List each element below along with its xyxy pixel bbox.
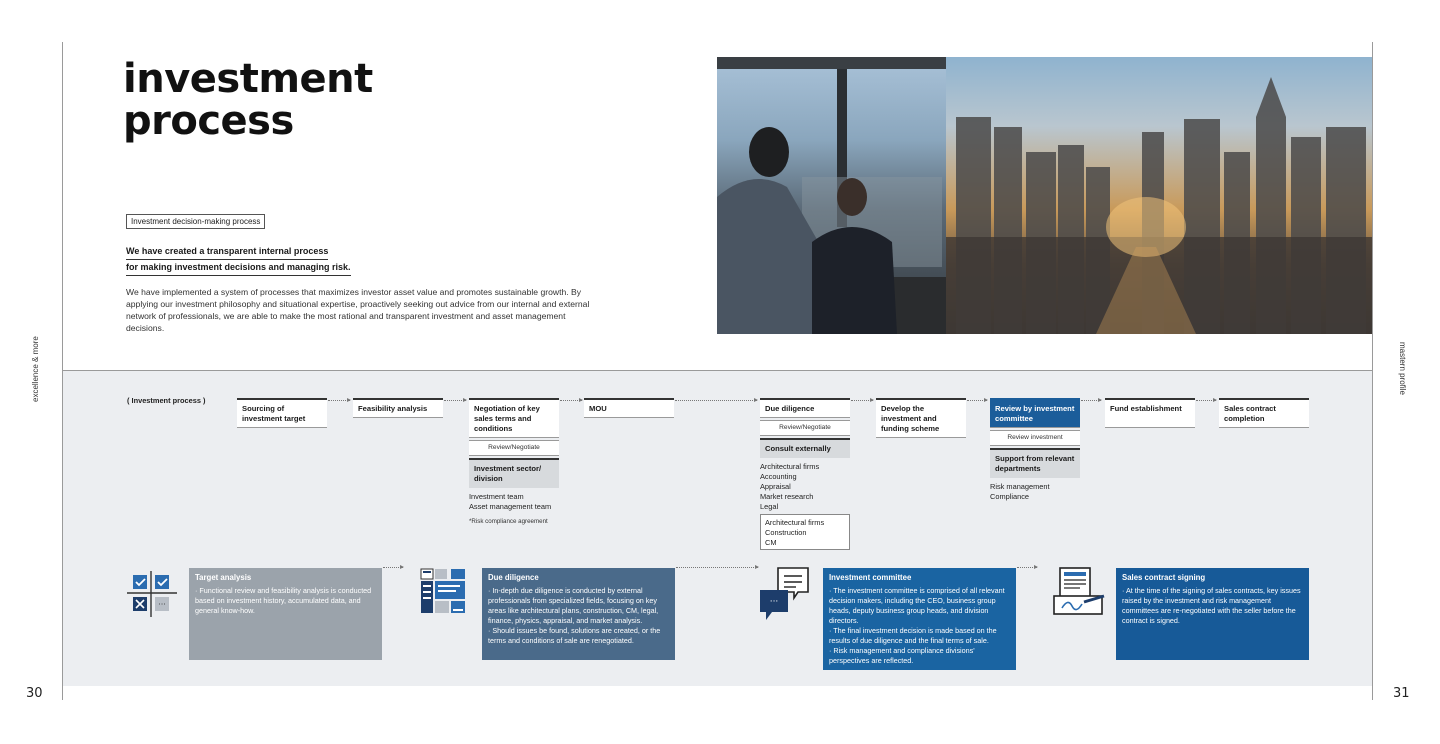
arrow bbox=[383, 567, 403, 568]
list-item: Accounting bbox=[760, 472, 797, 481]
step-negotiation: Negotiation of key sales terms and conditions bbox=[469, 398, 559, 438]
process-label: ( Investment process ) bbox=[127, 396, 206, 405]
sub-review-negotiate: Review/Negotiate bbox=[760, 420, 850, 436]
card-title: Sales contract signing bbox=[1122, 573, 1206, 582]
card-line: · The final investment decision is made based on the results of due diligence and the final terms of sale. bbox=[829, 626, 997, 645]
lead-text bbox=[126, 244, 351, 276]
list-item: Construction bbox=[765, 528, 807, 537]
arrow bbox=[328, 400, 350, 401]
checklist-grid-icon bbox=[127, 571, 177, 617]
card-line: · At the time of the signing of sales contracts, key issues raised by the investment and risk management committees are re-negotiated with the seller before the contract is signed. bbox=[1122, 586, 1301, 625]
card-line: · Functional review and feasibility analysis is conducted based on investment history, accumulated data, and general know-how. bbox=[195, 586, 372, 615]
arrow bbox=[675, 400, 757, 401]
step-committee-review: Review by investment committee bbox=[990, 398, 1080, 428]
page-number-left: 30 bbox=[26, 686, 43, 701]
list-item: Risk management bbox=[990, 482, 1050, 491]
card-line: · Risk management and compliance divisions' perspectives are reflected. bbox=[829, 646, 975, 665]
list-item: Legal bbox=[760, 502, 779, 511]
meeting-photo bbox=[717, 57, 946, 334]
card-line: · In-depth due diligence is conducted by external professionals from specialized fields, focusing on key areas like architectural plans, construction, CM, legal, finance, physics, appraisal, and market analysis. bbox=[488, 586, 659, 625]
card-due-diligence bbox=[482, 568, 675, 660]
card-investment-committee bbox=[823, 568, 1016, 670]
list-item: Architectural firms bbox=[760, 462, 820, 471]
intro-body: We have implemented a system of processes that maximizes investor asset value and promotes sustainable growth. By applying our investment philosophy and situational expertise, proactively seeking out advice from our internal and external network of professionals, we are able to make the most rational and transparent investment and asset management decisions. bbox=[126, 287, 590, 333]
arrow bbox=[676, 567, 758, 568]
contract-signing-icon bbox=[1052, 566, 1106, 618]
card-sales-contract-signing bbox=[1116, 568, 1309, 660]
svg-text:···: ··· bbox=[158, 600, 166, 609]
svg-text:···: ··· bbox=[769, 597, 779, 607]
list-item: Asset management team bbox=[469, 502, 552, 511]
card-title: Due diligence bbox=[488, 573, 539, 582]
right-page-rule bbox=[1372, 42, 1373, 700]
list-item: Appraisal bbox=[760, 482, 791, 491]
arrow bbox=[967, 400, 987, 401]
list-item: Architectural firms bbox=[765, 518, 825, 527]
sub-review-investment: Review investment bbox=[990, 430, 1080, 446]
risk-compliance-note: *Risk compliance agreement bbox=[469, 518, 548, 525]
arrow bbox=[444, 400, 466, 401]
list-external-consultants bbox=[760, 462, 819, 512]
lead-line-1: We have created a transparent internal process bbox=[126, 244, 328, 260]
sub-review-negotiate: Review/Negotiate bbox=[469, 440, 559, 456]
list-support-teams bbox=[990, 482, 1050, 502]
title-line-1: investment bbox=[123, 56, 373, 102]
arrow bbox=[1196, 400, 1216, 401]
lead-line-2: for making investment decisions and managing risk. bbox=[126, 260, 351, 276]
side-label-right: mastern profile bbox=[1398, 342, 1407, 395]
title-line-2: process bbox=[123, 98, 294, 144]
list-item: CM bbox=[765, 538, 777, 547]
step-fund-establishment: Fund establishment bbox=[1105, 398, 1195, 428]
list-investment-teams bbox=[469, 492, 551, 512]
step-develop-scheme: Develop the investment and funding scheme bbox=[876, 398, 966, 438]
section-chip: Investment decision-making process bbox=[126, 214, 265, 229]
page-number-right: 31 bbox=[1393, 686, 1410, 701]
page-title bbox=[123, 58, 373, 142]
list-item: Market research bbox=[760, 492, 814, 501]
card-line: · Should issues be found, solutions are created, or the terms and conditions of sale are renegotiated. bbox=[488, 626, 661, 645]
box-construction-consultants bbox=[760, 514, 850, 550]
box-support-departments: Support from relevant departments bbox=[990, 448, 1080, 478]
card-title: Investment committee bbox=[829, 573, 912, 582]
arrow bbox=[1017, 567, 1037, 568]
list-item: Compliance bbox=[990, 492, 1030, 501]
step-feasibility: Feasibility analysis bbox=[353, 398, 443, 418]
box-investment-sector: Investment sector/ division bbox=[469, 458, 559, 488]
speech-bubbles-icon bbox=[758, 566, 810, 624]
box-consult-externally: Consult externally bbox=[760, 438, 850, 458]
arrow bbox=[560, 400, 582, 401]
city-skyline-photo bbox=[946, 57, 1372, 334]
side-label-left: excellence & more bbox=[31, 336, 40, 402]
step-due-diligence: Due diligence bbox=[760, 398, 850, 418]
step-mou: MOU bbox=[584, 398, 674, 418]
step-sourcing: Sourcing of investment target bbox=[237, 398, 327, 428]
card-title: Target analysis bbox=[195, 573, 252, 582]
arrow bbox=[1081, 400, 1101, 401]
step-sales-contract: Sales contract completion bbox=[1219, 398, 1309, 428]
card-target-analysis bbox=[189, 568, 382, 660]
arrow bbox=[851, 400, 873, 401]
documents-dashboard-icon bbox=[419, 567, 467, 615]
card-line: · The investment committee is comprised of all relevant decision makers, including the CEO, business group heads, deputy business group heads, and division directors. bbox=[829, 586, 1005, 625]
list-item: Investment team bbox=[469, 492, 524, 501]
